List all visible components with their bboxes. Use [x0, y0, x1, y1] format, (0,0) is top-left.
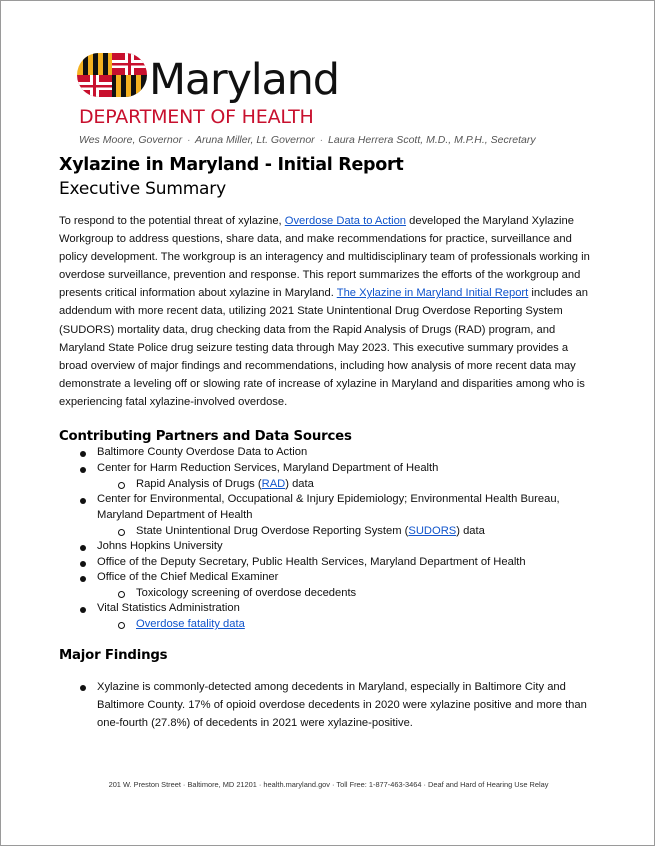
list-item: Center for Harm Reduction Services, Maryland Department of Health: [97, 462, 439, 474]
intro-text-2: developed the Maryland Xylazine Workgroup to address questions, share data, and make recommendations for practice, surveillance and policy development. The workgroup is an interagency and multidisciplinary team of professionals working in overdose surveillance, prevention and response. This report summarizes the efforts of the workgroup and presents critical information about xylazine in Maryland.: [59, 215, 590, 300]
partners-heading: Contributing Partners and Data Sources: [59, 429, 352, 444]
list-item: Office of the Deputy Secretary, Public Health Services, Maryland Department of Health: [97, 556, 526, 568]
list-item: [136, 524, 485, 540]
rad-link[interactable]: RAD: [261, 478, 286, 490]
initial-report-link[interactable]: The Xylazine in Maryland Initial Report: [336, 287, 529, 300]
intro-text-1: To respond to the potential threat of xylazine,: [59, 215, 285, 227]
intro-text-3: includes an addendum with more recent data, utilizing 2021 State Unintentional Drug Overdose Reporting System (SUDORS) mortality data, drug checking data from the Rapid Analysis of Drugs (RAD) program, and Maryland State Police drug seizure testing data through May 2023. This executive summary provides a broad overview of major findings and recommendations, including how analysis of more recent data may demonstrate a leveling off or slowing rate of increase of xylazine in Maryland and disparities among who is experiencing fatal xylazine-involved overdose.: [59, 287, 588, 408]
bullet-icon: [80, 451, 86, 457]
findings-heading: Major Findings: [59, 648, 168, 663]
list-item-text: State Unintentional Drug Overdose Reporting System (: [136, 525, 409, 537]
department-name: DEPARTMENT OF HEALTH: [79, 106, 314, 128]
intro-paragraph: [59, 212, 599, 411]
bullet-icon: [80, 607, 86, 613]
maryland-flag-icon: [77, 53, 147, 97]
sub-bullet-icon: [118, 622, 125, 629]
list-item-text: ) data: [456, 525, 485, 537]
sub-bullet-icon: [118, 529, 125, 536]
sub-bullet-icon: [118, 591, 125, 598]
list-item: Toxicology screening of overdose decedents: [136, 587, 357, 599]
officials-line: [79, 133, 536, 147]
separator: ·: [319, 134, 324, 146]
bullet-icon: [80, 498, 86, 504]
bullet-icon: [80, 545, 86, 551]
bullet-icon: [80, 467, 86, 473]
bullet-icon: [80, 576, 86, 582]
page-title: Xylazine in Maryland - Initial Report: [59, 155, 404, 175]
list-item-continuation: Maryland Department of Health: [97, 509, 253, 521]
bullet-icon: [80, 561, 86, 567]
lt-governor: Aruna Miller, Lt. Governor: [195, 134, 315, 146]
page-subtitle: Executive Summary: [59, 179, 226, 199]
bullet-icon: [80, 685, 86, 691]
finding-item: Xylazine is commonly-detected among decedents in Maryland, especially in Baltimore City and Baltimore County. 17% of opioid overdose decedents in 2020 were xylazine positive and more than one-fourth (27.8%) of decedents in 2021 were xylazine-positive.: [97, 681, 587, 730]
list-item: [136, 477, 314, 493]
overdose-data-to-action-link[interactable]: Overdose Data to Action: [284, 215, 407, 227]
separator: ·: [187, 134, 191, 146]
page-footer: 201 W. Preston Street · Baltimore, MD 21201 · health.maryland.gov · Toll Free: 1-877-463-3464 · Deaf and Hard of Hearing Use Relay: [108, 780, 549, 789]
list-item: [136, 617, 245, 633]
list-item: Center for Environmental, Occupational & Injury Epidemiology; Environmental Health Bureau,: [97, 493, 560, 505]
sudors-link[interactable]: SUDORS: [408, 525, 457, 537]
list-item: Johns Hopkins University: [97, 540, 223, 552]
list-item: Baltimore County Overdose Data to Action: [97, 446, 308, 458]
maryland-wordmark: Maryland: [149, 55, 339, 105]
sub-bullet-icon: [118, 482, 125, 489]
list-item-text: Rapid Analysis of Drugs (: [136, 478, 262, 490]
list-item-text: ) data: [285, 478, 314, 490]
secretary: Laura Herrera Scott, M.D., M.P.H., Secretary: [328, 134, 536, 146]
overdose-fatality-data-link[interactable]: Overdose fatality data: [136, 618, 245, 630]
list-item: Office of the Chief Medical Examiner: [97, 571, 279, 583]
list-item: Vital Statistics Administration: [97, 602, 240, 614]
governor: Wes Moore, Governor: [79, 134, 183, 146]
